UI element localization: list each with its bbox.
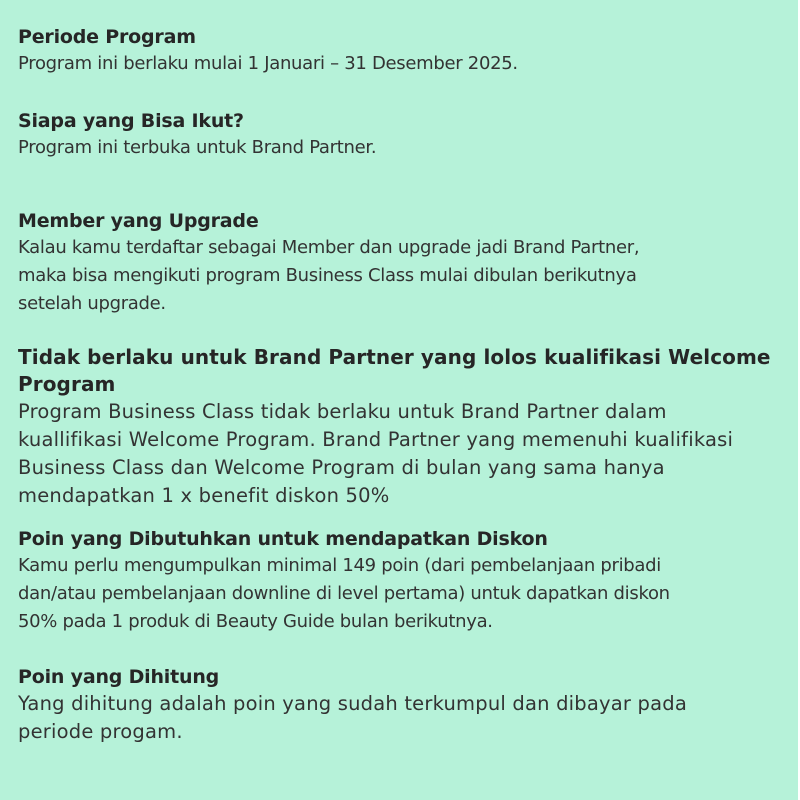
body-line: Kalau kamu terdaftar sebagai Member dan upgrade jadi Brand Partner, bbox=[18, 237, 640, 258]
section-upgrading-member bbox=[18, 208, 794, 318]
section-counted-points bbox=[18, 664, 794, 746]
body-line: setelah upgrade. bbox=[18, 293, 166, 314]
section-heading: Poin yang Dihitung bbox=[18, 666, 220, 688]
section-body bbox=[18, 398, 794, 510]
section-heading: Poin yang Dibutuhkan untuk mendapatkan Diskon bbox=[18, 528, 548, 550]
body-line: kuallifikasi Welcome Program. Brand Partner yang memenuhi kualifikasi bbox=[18, 428, 734, 451]
body-line: Yang dihitung adalah poin yang sudah terkumpul dan dibayar pada bbox=[18, 692, 687, 715]
section-heading bbox=[18, 344, 794, 398]
body-line: 50% pada 1 produk di Beauty Guide bulan berikutnya. bbox=[18, 611, 493, 632]
body-line: dan/atau pembelanjaan downline di level pertama) untuk dapatkan diskon bbox=[18, 583, 670, 604]
body-line: Program ini terbuka untuk Brand Partner. bbox=[18, 137, 377, 158]
section-heading: Siapa yang Bisa Ikut? bbox=[18, 110, 244, 132]
heading-line: Program bbox=[18, 372, 116, 396]
section-heading: Periode Program bbox=[18, 26, 196, 48]
heading-line: Tidak berlaku untuk Brand Partner yang lolos kualifikasi Welcome bbox=[18, 345, 771, 369]
section-heading: Member yang Upgrade bbox=[18, 210, 259, 232]
body-line: Kamu perlu mengumpulkan minimal 149 poin (dari pembelanjaan pribadi bbox=[18, 555, 661, 576]
section-body bbox=[18, 234, 794, 318]
body-line: Program Business Class tidak berlaku untuk Brand Partner dalam bbox=[18, 400, 667, 423]
body-line: Business Class dan Welcome Program di bulan yang sama hanya bbox=[18, 456, 665, 479]
section-body bbox=[18, 134, 794, 162]
section-who-can-join bbox=[18, 108, 794, 162]
section-program-period bbox=[18, 24, 794, 78]
section-required-points bbox=[18, 526, 794, 636]
body-line: maka bisa mengikuti program Business Class mulai dibulan berikutnya bbox=[18, 265, 637, 286]
section-body bbox=[18, 690, 794, 746]
body-line: periode progam. bbox=[18, 720, 183, 743]
section-body bbox=[18, 552, 794, 636]
section-welcome-program-exclusion bbox=[18, 344, 794, 510]
section-body bbox=[18, 50, 794, 78]
body-line: Program ini berlaku mulai 1 Januari – 31 Desember 2025. bbox=[18, 53, 518, 74]
body-line: mendapatkan 1 x benefit diskon 50% bbox=[18, 484, 390, 507]
